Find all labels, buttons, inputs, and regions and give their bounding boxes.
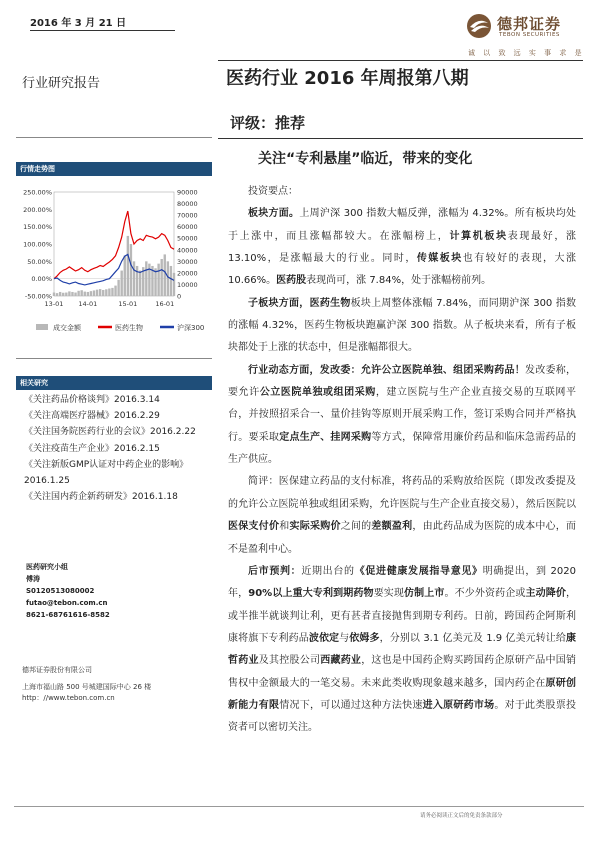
body-paragraph — [228, 360, 576, 472]
trend-chart — [16, 178, 212, 338]
text-run: 近期出台的 — [301, 565, 355, 577]
bold-text: 进入原研药市场 — [422, 699, 495, 711]
volume-bar — [173, 273, 175, 296]
text-run: 表现最好，涨 13.10%，是涨幅最大的行业。同时， — [228, 230, 577, 265]
right-axis-tick: 20000 — [177, 269, 198, 278]
legend-label: 医药生物 — [115, 324, 143, 332]
volume-bar — [139, 271, 141, 296]
volume-bar — [111, 288, 113, 296]
bold-text: 仿制上市 — [404, 588, 445, 600]
right-axis-tick: 10000 — [177, 280, 198, 289]
report-date: 2016 年 3 月 21 日 — [30, 18, 127, 29]
analyst-email: futao@tebon.com.cn — [26, 599, 108, 607]
logo-english: TEBON SECURITIES — [499, 32, 560, 38]
text-run: 。不少外资药企或 — [444, 588, 526, 600]
related-research-item[interactable]: 《关注疫苗生产企业》2016.2.15 — [24, 443, 160, 454]
bold-text: 实际采购价 — [289, 521, 341, 533]
bold-text: 公立医院单独或组团采购 — [259, 387, 376, 399]
bold-text: 板块方面。 — [248, 208, 300, 220]
bold-text: 差额盈利 — [371, 521, 413, 533]
right-axis-tick: 40000 — [177, 246, 198, 255]
left-axis-tick: 50.00% — [27, 257, 52, 266]
text-run: 和 — [279, 521, 290, 533]
volume-bar — [136, 266, 138, 296]
volume-bar — [93, 290, 95, 296]
text-run: 板块上周整体涨幅 7.84%，而同期沪深 300 指数的涨幅 4.32%，医药生物板块跑赢沪深 300 指数。从子板块来看，所有子板块都处于上涨的状态中，但是涨幅都很大。 — [228, 297, 577, 354]
x-axis-tick: 13-01 — [44, 300, 64, 308]
document-type: 行业研究报告 — [22, 76, 101, 91]
volume-bar — [170, 266, 172, 296]
right-axis-tick: 0 — [177, 292, 182, 301]
volume-bar — [108, 288, 110, 296]
sidebar-divider — [16, 137, 212, 138]
volume-bar — [90, 291, 92, 296]
right-axis-tick: 90000 — [177, 188, 198, 197]
text-run: 发改委称，要允许 — [228, 364, 577, 399]
volume-bar — [102, 290, 104, 296]
rating: 评级：推荐 — [230, 114, 306, 132]
company-url[interactable]: http：//www.tebon.com.cn — [22, 694, 115, 702]
tebon-logo-icon — [466, 13, 492, 39]
bold-text: 原研创新能力有限 — [228, 677, 577, 711]
right-axis-tick: 50000 — [177, 234, 198, 243]
company-info — [22, 665, 151, 704]
volume-bar — [68, 291, 70, 296]
volume-bar — [124, 256, 126, 296]
text-run: ，由此药品成为医院的成本中心，而不是盈利中心。 — [228, 521, 577, 555]
main-body — [228, 181, 576, 740]
title-top-rule — [218, 60, 583, 61]
volume-bar — [56, 293, 58, 296]
related-research-header: 相关研究 — [16, 376, 212, 390]
body-paragraph — [228, 561, 576, 740]
title-bottom-rule — [218, 138, 583, 139]
volume-bar — [71, 292, 73, 296]
text-run: ，这也是中国药企购买跨国药企原研产品中国销售权中金额最大的一笔交易。未来此类收购现象越来越多，国内药企在 — [228, 655, 577, 689]
body-heading: 投资要点： — [248, 186, 298, 197]
legend-swatch — [36, 324, 48, 330]
bold-text: 西藏药业 — [320, 655, 362, 667]
volume-bar — [96, 290, 98, 296]
text-run: 及其控股公司 — [258, 655, 321, 667]
bold-text: 医药股 — [276, 275, 307, 287]
bold-text: 计算机板块 — [449, 230, 508, 242]
volume-bar — [77, 291, 79, 296]
volume-bar — [53, 293, 55, 296]
text-run: 也有较好的表现，大涨 10.66%。 — [228, 253, 577, 287]
left-axis-tick: 100.00% — [23, 240, 52, 249]
legend-label: 沪深300 — [177, 324, 205, 332]
text-run: 要实现 — [373, 588, 404, 600]
company-name: 德邦证券股份有限公司 — [22, 666, 92, 674]
footer-rule — [14, 806, 584, 807]
sidebar-divider-2 — [16, 358, 212, 359]
company-address: 上海市福山路 500 号城建国际中心 26 楼 — [22, 683, 152, 691]
x-axis-tick: 16-01 — [155, 300, 175, 308]
research-team — [26, 561, 110, 621]
bold-text: 行业动态方面，发改委：允许公立医院单独、组团采购药品！ — [248, 364, 525, 376]
bold-text: 后市预判： — [248, 565, 302, 577]
legend-label: 成交金额 — [53, 324, 81, 332]
x-axis-tick: 15-01 — [118, 300, 138, 308]
bold-text: 主动降价 — [525, 588, 567, 600]
bold-text: 90%以上重大专利到期药物 — [248, 588, 374, 600]
volume-bar — [84, 292, 86, 296]
volume-bar — [114, 286, 116, 296]
text-run: ，分别以 3.1 亿美元及 1.9 亿美元转让给 — [379, 632, 567, 644]
volume-bar — [133, 261, 135, 296]
bold-text: 波依定 — [308, 632, 340, 644]
left-axis-tick: -50.00% — [24, 292, 52, 301]
bold-text: 康哲药业 — [228, 632, 577, 667]
related-research-item[interactable]: 《关注国务院医药行业的会议》2016.2.22 — [24, 427, 196, 438]
analyst-name: 傅涛 — [26, 575, 40, 583]
logo-text: 德邦证券 — [497, 15, 562, 33]
x-axis-tick: 14-01 — [78, 300, 98, 308]
volume-bar — [117, 280, 119, 296]
related-research-item[interactable]: 《关注新版GMP认证对中药企业的影响》2016.1.25 — [24, 459, 189, 487]
related-research-list — [24, 392, 214, 505]
volume-bar — [145, 261, 147, 296]
text-run: 之间的 — [340, 521, 372, 533]
right-axis-tick: 60000 — [177, 223, 198, 232]
right-axis-tick: 80000 — [177, 200, 198, 209]
related-research-item[interactable]: 《关注高端医疗器械》2016.2.29 — [24, 411, 160, 422]
volume-bar — [74, 293, 76, 296]
text-run: ，或半推半就谈判让利，更有甚者直接抛售到期专利药。日前，跨国药企阿斯利康将旗下专利药品 — [228, 588, 577, 644]
left-axis-tick: 200.00% — [23, 205, 52, 214]
volume-bar — [167, 261, 169, 296]
page-title: 医药行业 2016 年周报第八期 — [226, 68, 469, 89]
left-axis-tick: 150.00% — [23, 223, 52, 232]
bold-text: 依姆多 — [349, 632, 380, 644]
volume-bar — [80, 290, 82, 296]
body-paragraph — [228, 293, 576, 360]
volume-bar — [59, 292, 61, 296]
left-axis-tick: 0.00% — [31, 275, 52, 284]
text-run: 情况下，可以通过这种方法快速 — [279, 699, 423, 711]
text-run: 等方式，保障常用廉价药品和临床急需药品的生产供应。 — [228, 431, 577, 466]
volume-bar — [154, 268, 156, 296]
volume-bar — [160, 259, 162, 296]
subtitle: 关注“专利悬崖”临近，带来的变化 — [258, 151, 473, 167]
text-run: 与 — [339, 632, 350, 644]
analyst-phone: 8621-68761616-8582 — [26, 611, 110, 619]
volume-bar — [65, 293, 67, 296]
volume-bar — [105, 289, 107, 296]
trend-chart-header: 行情走势图 — [16, 162, 212, 176]
body-paragraph — [228, 203, 576, 292]
volume-bar — [62, 293, 64, 296]
related-research-item[interactable]: 《关注药品价格谈判》2016.3.14 — [24, 395, 160, 405]
bold-text: 医保支付价 — [228, 521, 280, 533]
bold-text: 子板块方面，医药生物 — [248, 297, 351, 309]
slogan: 诚 以 致 远 实 事 求 是 — [468, 49, 585, 57]
text-run: ，建立医院与生产企业直接交易的互联网平台，并按照招采合一、量价挂钩等原则开展采购工作，签订采购合同并严格执行。要采取 — [228, 387, 576, 443]
volume-bar — [130, 244, 132, 296]
left-axis-tick: 250.00% — [23, 188, 52, 197]
text-run: 简评：医保建立药品的支付标准，将药品的采购放给医院（即发改委提及的允许公立医院单独或组团采购，允许医院与生产企业直接交易），然后医院以 — [228, 476, 576, 510]
volume-bar — [87, 292, 89, 296]
text-run: 表现尚可，涨 7.84%，处于涨幅榜前列。 — [306, 275, 492, 287]
volume-bar — [120, 271, 122, 296]
related-research-item[interactable]: 《关注国内药企新药研发》2016.1.18 — [24, 492, 178, 503]
text-run: 。对于此类股票投资者可以密切关注。 — [228, 699, 577, 734]
volume-bar — [164, 254, 166, 296]
volume-bar — [127, 236, 129, 296]
bold-text: 传媒板块 — [416, 253, 463, 265]
bold-text: 定点生产、挂网采购 — [279, 431, 372, 443]
text-run: 明确提出，到 2020 年， — [228, 565, 577, 600]
date-underline — [30, 30, 175, 31]
bold-text: 《促进健康发展指导意见》 — [354, 565, 483, 577]
volume-bar — [99, 289, 101, 296]
right-axis-tick: 30000 — [177, 257, 198, 266]
body-paragraph — [228, 471, 576, 560]
disclaimer-footer: 请务必阅读正文后的免责条款部分 — [420, 813, 503, 819]
team-name: 医药研究小组 — [26, 563, 68, 571]
analyst-cert: S0120513080002 — [26, 587, 95, 595]
right-axis-tick: 70000 — [177, 211, 198, 220]
text-run: 上周沪深 300 指数大幅反弹，涨幅为 4.32%。所有板块均处于上涨中，而且涨幅都较大。在涨幅榜上， — [228, 208, 577, 242]
volume-bar — [157, 264, 159, 296]
